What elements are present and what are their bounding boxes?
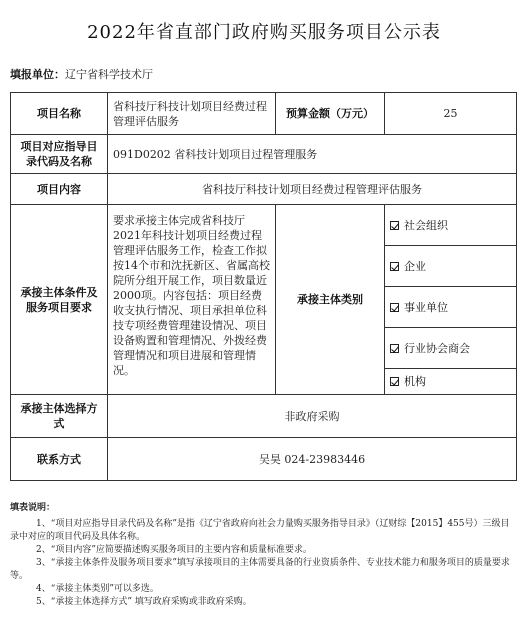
checked-checkbox-icon bbox=[390, 344, 399, 353]
contact-label: 联系方式 bbox=[11, 438, 108, 481]
instruction-item: 5、“承接主体选择方式” 填写政府采购或非政府采购。 bbox=[36, 597, 252, 607]
budget-label: 预算金额（万元） bbox=[276, 93, 385, 135]
category-option-3[interactable] bbox=[385, 328, 517, 369]
selection-label: 承接主体选择方式 bbox=[11, 395, 108, 438]
category-option-1[interactable] bbox=[385, 246, 517, 287]
reporting-unit-value: 辽宁省科学技术厅 bbox=[65, 68, 153, 81]
category-option-label: 机构 bbox=[404, 375, 426, 388]
instruction-item: 3、“承接主体条件及服务项目要求”填写承接项目的主体需要具备的行业资质条件、专业技术能力和服务项目的质量要求等。 bbox=[10, 558, 510, 581]
category-option-label: 事业单位 bbox=[404, 300, 448, 314]
project-name-value: 省科技厅科技计划项目经费过程管理评估服务 bbox=[108, 93, 276, 135]
selection-value: 非政府采购 bbox=[108, 395, 517, 438]
catalog-label: 项目对应指导目录代码及名称 bbox=[11, 135, 108, 174]
catalog-value: 091D0202 省科技计划项目过程管理服务 bbox=[108, 135, 517, 174]
publicity-table bbox=[10, 92, 517, 481]
content-label: 项目内容 bbox=[11, 174, 108, 205]
category-option-label: 企业 bbox=[404, 259, 426, 273]
project-name-label: 项目名称 bbox=[11, 93, 108, 135]
instruction-item: 2、“项目内容”应简要描述购买服务项目的主要内容和质量标准要求。 bbox=[36, 545, 312, 555]
page-title: 2022年省直部门政府购买服务项目公示表 bbox=[87, 22, 441, 43]
category-label: 承接主体类别 bbox=[276, 205, 385, 395]
requirements-label: 承接主体条件及服务项目要求 bbox=[11, 205, 108, 395]
category-option-2[interactable] bbox=[385, 287, 517, 328]
budget-value: 25 bbox=[385, 93, 517, 135]
reporting-unit-label: 填报单位： bbox=[10, 68, 65, 81]
instructions-title: 填表说明： bbox=[10, 503, 56, 513]
checked-checkbox-icon bbox=[390, 377, 399, 386]
category-option-4[interactable] bbox=[385, 369, 517, 395]
fill-instructions bbox=[10, 502, 516, 609]
checked-checkbox-icon bbox=[390, 303, 399, 312]
category-option-0[interactable] bbox=[385, 205, 517, 246]
category-option-label: 行业协会商会 bbox=[404, 341, 470, 355]
checked-checkbox-icon bbox=[390, 262, 399, 271]
contact-value: 吴昊 024-23983446 bbox=[108, 438, 517, 481]
instruction-item: 1、“项目对应指导目录代码及名称”是指《辽宁省政府向社会力量购买服务指导目录》（辽财综【2015】455号）三级目录中对应的项目代码及具体名称。 bbox=[10, 519, 510, 542]
requirements-value: 要求承接主体完成省科技厅2021年科技计划项目经费过程管理评估服务工作，检查工作拟按14个市和沈抚新区、省属高校院所分组开展工作，项目数量近2000项。内容包括：项目经费收支执行情况、项目承担单位科技专项经费管理建设情况、项目设备购置和管理情况、外拨经费管理情况和项目进展和管理情况。 bbox=[108, 205, 276, 395]
checked-checkbox-icon bbox=[390, 221, 399, 230]
reporting-unit bbox=[10, 66, 153, 82]
content-value: 省科技厅科技计划项目经费过程管理评估服务 bbox=[108, 174, 517, 205]
category-option-label: 社会组织 bbox=[404, 218, 448, 232]
instruction-item: 4、“承接主体类别”可以多选。 bbox=[36, 584, 159, 594]
